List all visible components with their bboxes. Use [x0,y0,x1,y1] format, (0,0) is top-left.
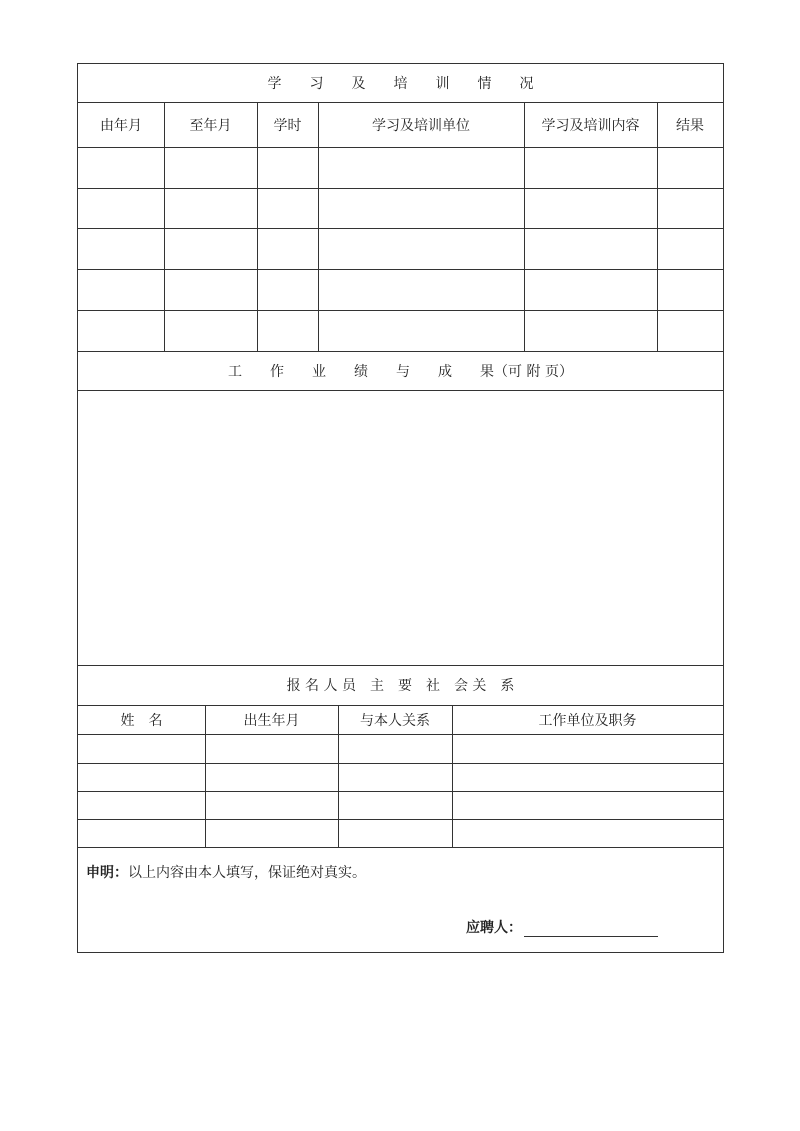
table-row[interactable] [78,791,723,819]
table-row[interactable] [78,734,723,763]
table-row[interactable] [78,819,723,847]
table-row[interactable] [78,310,723,351]
table-row[interactable] [78,147,723,188]
table-row[interactable] [78,763,723,791]
work-section-title: 工 作 业 绩 与 成 果（可 附 页） [228,363,573,380]
header-training-content: 学习及培训内容 [541,117,640,134]
table-row[interactable] [78,228,723,269]
header-relationship: 与本人关系 [360,712,430,729]
header-workplace-position: 工作单位及职务 [538,712,637,729]
signature-field[interactable] [524,922,658,937]
application-form [77,63,724,953]
header-to-date: 至年月 [189,117,232,134]
table-row[interactable] [78,188,723,228]
declaration-text: 以上内容由本人填写，保证绝对真实。 [128,865,366,881]
header-hours: 学时 [273,117,302,134]
divider [78,847,723,848]
table-row[interactable] [78,269,723,310]
study-section-title: 学 习 及 培 训 情 况 [267,76,534,92]
header-birth-date: 出生年月 [243,712,300,729]
header-name: 姓 名 [120,712,163,729]
work-achievements-area[interactable] [78,390,723,665]
signature-label: 应聘人： [466,920,522,936]
social-section-title: 报 名 人 员 主 要 社 会 关 系 [286,678,515,694]
declaration [86,862,366,882]
signature-block [466,917,658,937]
header-training-unit: 学习及培训单位 [372,117,470,134]
declaration-label: 申明： [86,865,128,881]
header-result: 结果 [676,117,704,134]
header-from-date: 由年月 [100,117,142,134]
